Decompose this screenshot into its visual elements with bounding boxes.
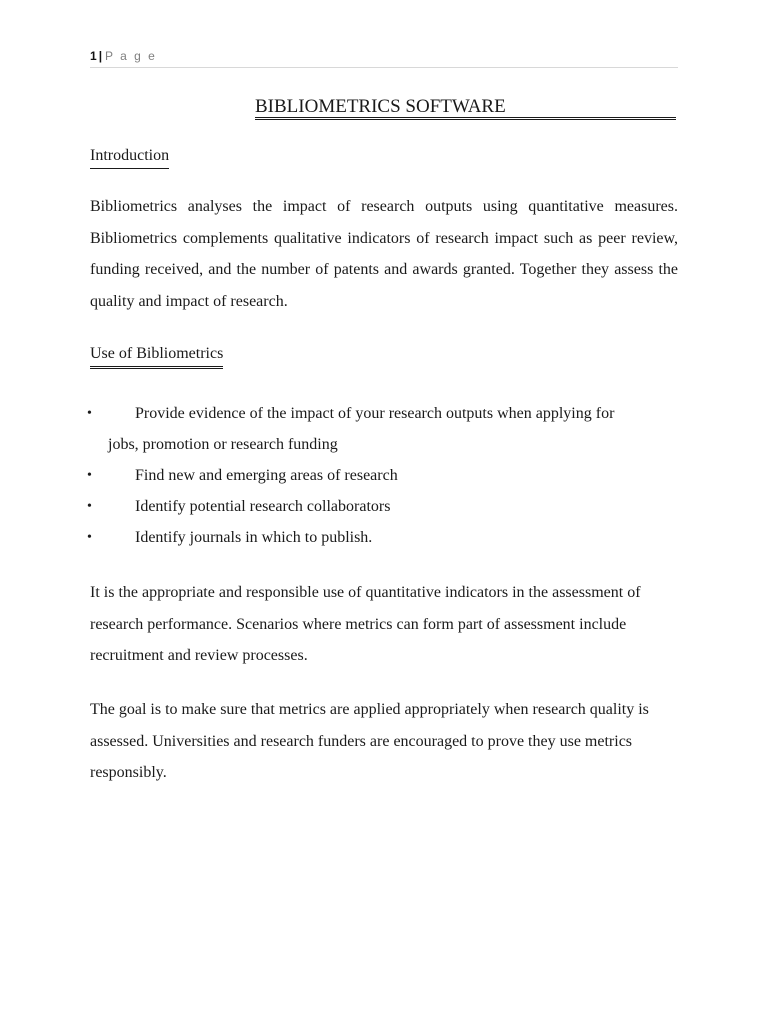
list-item-text: Identify potential research collaborators <box>135 498 391 515</box>
list-item-text: Find new and emerging areas of research <box>135 467 398 484</box>
introduction-paragraph: Bibliometrics analyses the impact of research outputs using quantitative measures. Bibliometrics complements qualitative indicators of research impact such as peer review, funding received, and the number of patents and awards granted. Together they assess the quality and impact of research. <box>90 198 678 310</box>
introduction-heading: Introduction <box>90 146 169 169</box>
list-item <box>0 491 768 522</box>
list-item-text: Identify journals in which to publish. <box>135 529 373 546</box>
page-separator: | <box>98 49 103 63</box>
bullet-icon: • <box>87 499 92 514</box>
page-word: P a g e <box>105 49 157 63</box>
list-item <box>0 460 768 491</box>
bullet-icon: • <box>87 530 92 545</box>
page-header <box>90 47 678 68</box>
list-item-text: Provide evidence of the impact of your research outputs when applying for <box>135 405 615 422</box>
use-of-bibliometrics-list <box>0 398 768 553</box>
goal-paragraph: The goal is to make sure that metrics are applied appropriately when research quality is assessed. Universities and research funders are encouraged to prove they use metrics responsibly. <box>90 701 649 781</box>
list-item <box>0 522 768 553</box>
bullet-icon: • <box>87 468 92 483</box>
bullet-icon: • <box>87 406 92 421</box>
appropriate-use-paragraph: It is the appropriate and responsible use of quantitative indicators in the assessment of research performance. Scenarios where metrics can form part of assessment include recruitment and review processes. <box>90 584 641 664</box>
document-title: BIBLIOMETRICS SOFTWARE <box>255 95 676 120</box>
list-item <box>0 398 768 460</box>
list-item-continuation: jobs, promotion or research funding <box>108 436 338 453</box>
use-of-bibliometrics-heading: Use of Bibliometrics <box>90 344 223 369</box>
page-number: 1 <box>90 49 97 63</box>
